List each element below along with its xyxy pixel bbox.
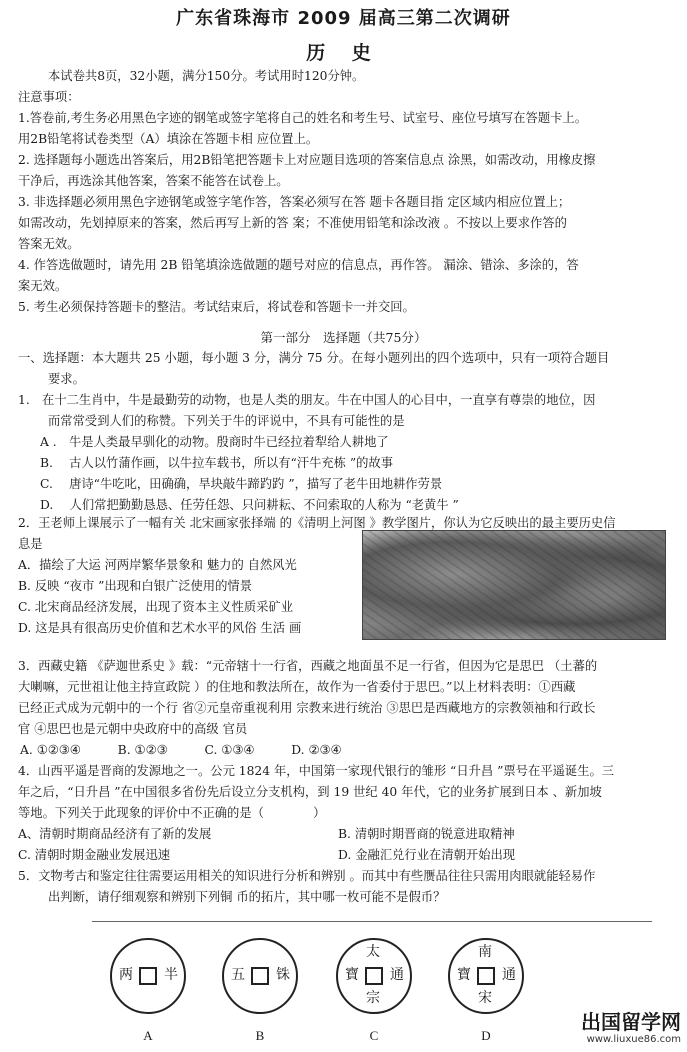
question-4 [18, 761, 668, 866]
coin-char: 太 [366, 944, 380, 960]
coin-char: 通 [390, 967, 404, 983]
coin-square-hole [365, 967, 383, 985]
site-watermark [521, 1010, 681, 1046]
question-5 [18, 866, 668, 908]
coin-b-rubbing [222, 938, 298, 1014]
question-stem: 而常常受到人们的称赞。下列关于牛的评说中，不具有可能性的是 [48, 414, 405, 428]
answer-option: B. 古人以竹蒲作画，以牛拉车载书，所以有“汗牛充栋 ”的故事 [40, 456, 394, 470]
coin-label: A [143, 1028, 153, 1043]
coin-char: 五 [231, 967, 245, 983]
answer-option: A、清朝时期商品经济有了新的发展 [18, 827, 212, 841]
coin-c-rubbing [336, 938, 412, 1014]
question-stem: 等地。下列关于此现象的评价中不正确的是（ ） [18, 806, 326, 820]
question-stem: 官 ④思巴也是元朝中央政府中的高级 官员 [18, 722, 248, 736]
watermark-logo-text: 出国留学网 [581, 1010, 681, 1034]
coin-d-rubbing [448, 938, 524, 1014]
coin-char: 南 [478, 944, 492, 960]
exam-summary: 本试卷共8页，32小题，满分150分。考试用时120分钟。 [48, 69, 365, 83]
section-instructions [18, 348, 668, 390]
coin-char: 宗 [366, 990, 380, 1006]
section-heading: 第一部分 选择题（共75分） [260, 330, 427, 345]
intro-block [18, 66, 668, 318]
coin-char: 两 [119, 967, 133, 983]
instruction-line: 要求。 [48, 372, 85, 386]
coin-square-hole [477, 967, 495, 985]
note-line: 干净后，再选涂其他答案，答案不能答在试卷上。 [18, 174, 289, 188]
answer-option: C. 清朝时期金融业发展迅速 [18, 848, 171, 862]
coin-a-rubbing [110, 938, 186, 1014]
question-stem: 出判断，请仔细观察和辨别下列铜 币的拓片，其中哪一枚可能不是假币？ [48, 890, 446, 904]
note-line: 答案无效。 [18, 237, 80, 251]
coin-label: D [481, 1028, 491, 1043]
note-line: 1.答卷前,考生务必用黑色字迹的钢笔或签字笔将自己的姓名和考生号、试室号、座位号填写在答题卡上。 [18, 111, 588, 125]
question-stem: 息是 [18, 537, 43, 551]
answer-option: D. 这是具有很高历史价值和艺术水平的风俗 生活 画 [18, 621, 302, 635]
note-line: 2. 选择题每小题选出答案后，用2B铅笔把答题卡上对应题目选项的答案信息点 涂黑，如需改动，用橡皮擦 [18, 153, 596, 167]
coin-char: 半 [164, 967, 178, 983]
answer-option-row [18, 824, 668, 845]
question-stem: 已经正式成为元朝中的一个行 省②元皇帝重视利用 宗教来进行统治 ③思巴是西藏地方的宗教领袖和行政长 [18, 701, 596, 715]
question-2 [18, 534, 358, 639]
subject-title: 历 史 [306, 42, 381, 64]
question-stem: 5．文物考古和鉴定往往需要运用相关的知识进行分析和辨别 。而其中有些赝品往往只需用肉眼就能轻易作 [18, 869, 596, 883]
coin-label: C [369, 1028, 379, 1043]
answer-options: A. ①②③④ B. ①②③ C. ①③④ D. ②③④ [20, 743, 342, 757]
answer-option: A．描绘了大运 河两岸繁华景象和 魅力的 自然风光 [18, 558, 297, 572]
question-3 [18, 656, 668, 761]
answer-option-row [18, 845, 668, 866]
coin-char: 寶 [345, 967, 359, 983]
divider [92, 921, 652, 922]
qingming-painting-image [362, 530, 666, 640]
coin-char: 寶 [457, 967, 471, 983]
note-line: 用2B铅笔将试卷类型（A）填涂在答题卡相 应位置上。 [18, 132, 319, 146]
page-title: 广东省珠海市 2009 届高三第二次调研 [176, 8, 511, 29]
coin-char: 通 [502, 967, 516, 983]
answer-option: D. 金融汇兑行业在清朝开始出现 [338, 848, 516, 862]
note-line: 3. 非选择题必须用黑色字迹钢笔或签字笔作答，答案必须写在答 题卡各题目指 定区域内相应位置上； [18, 195, 571, 209]
answer-option: D. 人们常把勤勤恳恳、任劳任怨、只问耕耘、不问索取的人称为 “老黄牛 ” [40, 498, 459, 512]
question-stem: 2．王老师上课展示了一幅有关 北宋画家张择端 的《清明上河图 》教学图片，你认为它反映出的最主要历史信 [18, 516, 616, 530]
note-line: 5. 考生必须保持答题卡的整洁。考试结束后，将试卷和答题卡一并交回。 [18, 300, 415, 314]
coin-label: B [255, 1028, 265, 1043]
notes-label: 注意事项： [18, 90, 80, 104]
answer-option: C. 唐诗“牛吃叱，田确确，旱块敲牛蹄趵趵 ”，描写了老牛田地耕作劳景 [40, 477, 443, 491]
question-stem: 1. 在十二生肖中，牛是最勤劳的动物，也是人类的朋友。牛在中国人的心目中，一直享有尊崇的地位，因 [18, 393, 596, 407]
question-stem: 大喇嘛，元世祖让他主持宣政院 ）的住地和教法所在，故作为一省委付于思巴。”以上材料表明：①西藏 [18, 680, 576, 694]
question-stem: 年之后，“日升昌 ”在中国很多省份先后设立分支机构，到 19 世纪 40 年代，它的业务扩展到日本 、新加坡 [18, 785, 602, 799]
coin-square-hole [251, 967, 269, 985]
answer-option: A . 牛是人类最早驯化的动物。殷商时牛已经拉着犁给人耕地了 [40, 435, 389, 449]
question-1 [18, 390, 668, 516]
question-stem: 4．山西平遥是晋商的发源地之一。公元 1824 年，中国第一家现代银行的雏形 “日升昌 ”票号在平遥诞生。三 [18, 764, 615, 778]
answer-option: B. 清朝时期晋商的锐意进取精神 [338, 827, 515, 841]
answer-option: B. 反映 “夜市 ”出现和白银广泛使用的情景 [18, 579, 252, 593]
instruction-line: 一、选择题：本大题共 25 小题，每小题 3 分，满分 75 分。在每小题列出的四个选项中，只有一项符合题目 [18, 351, 610, 365]
answer-option: C. 北宋商品经济发展，出现了资本主义性质采矿业 [18, 600, 294, 614]
coin-char: 铢 [276, 967, 290, 983]
coin-square-hole [139, 967, 157, 985]
coin-char: 宋 [478, 990, 492, 1006]
question-stem: 3．西藏史籍 《萨迦世系史 》载：“元帝辖十一行省，西藏之地面虽不足一行省，但因为它是思巴 （土蕃的 [18, 659, 598, 673]
note-line: 案无效。 [18, 279, 68, 293]
watermark-url: www.liuxue86.com [586, 1034, 681, 1045]
note-line: 如需改动，先划掉原来的答案，然后再写上新的答 案；不准使用铅笔和涂改液 。不按以上要求作答的 [18, 216, 567, 230]
note-line: 4. 作答选做题时，请先用 2B 铅笔填涂选做题的题号对应的信息点，再作答。 漏涂、错涂、多涂的，答 [18, 258, 579, 272]
